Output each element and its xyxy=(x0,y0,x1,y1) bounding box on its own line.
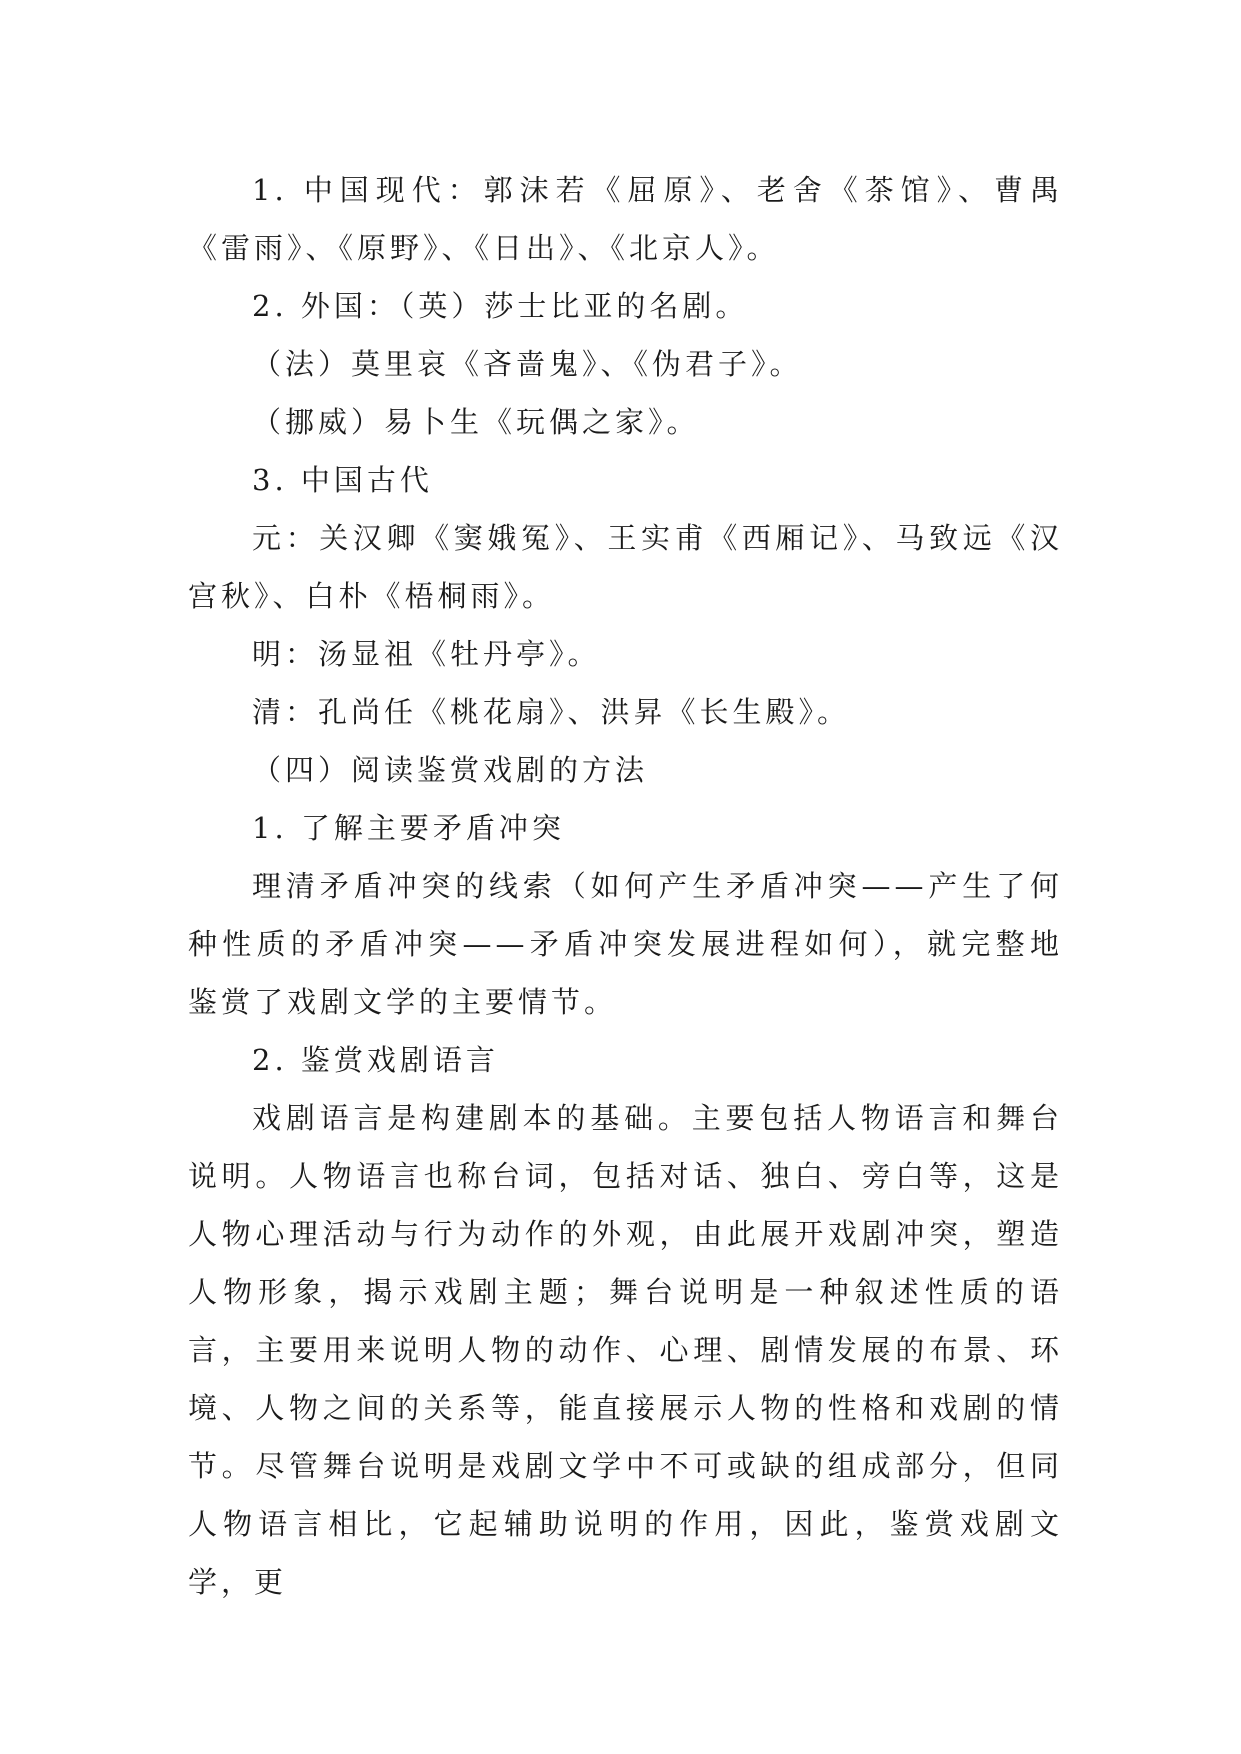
paragraph-qing-dynasty: 清：孔尚任《桃花扇》、洪昇《长生殿》。 xyxy=(252,695,851,729)
paragraph-french-plays: （法）莫里哀《吝啬鬼》、《伪君子》。 xyxy=(252,347,803,381)
paragraph-ming-dynasty: 明：汤显祖《牡丹亭》。 xyxy=(252,637,601,671)
subheading-language: 2. 鉴赏戏剧语言 xyxy=(252,1043,499,1077)
heading-ancient-chinese: 3. 中国古代 xyxy=(252,463,433,497)
document-body xyxy=(188,161,1063,1611)
subheading-conflict: 1. 了解主要矛盾冲突 xyxy=(252,811,565,845)
paragraph-modern-chinese-plays: 1. 中国现代：郭沫若《屈原》、老舍《茶馆》、曹禺《雷雨》、《原野》、《日出》、《北京人》。 xyxy=(188,173,1063,265)
paragraph-conflict: 理清矛盾冲突的线索（如何产生矛盾冲突——产生了何种性质的矛盾冲突——矛盾冲突发展进程如何），就完整地鉴赏了戏剧文学的主要情节。 xyxy=(188,869,1063,1019)
section-heading-methods: （四）阅读鉴赏戏剧的方法 xyxy=(252,753,649,787)
paragraph-foreign-plays: 2. 外国：（英）莎士比亚的名剧。 xyxy=(252,289,749,323)
paragraph-language: 戏剧语言是构建剧本的基础。主要包括人物语言和舞台说明。人物语言也称台词，包括对话、独白、旁白等，这是人物心理活动与行为动作的外观，由此展开戏剧冲突，塑造人物形象，揭示戏剧主题；舞台说明是一种叙述性质的语言，主要用来说明人物的动作、心理、剧情发展的布景、环境、人物之间的关系等，能直接展示人物的性格和戏剧的情节。尽管舞台说明是戏剧文学中不可或缺的组成部分，但同人物语言相比，它起辅助说明的作用，因此，鉴赏戏剧文学，更 xyxy=(188,1101,1063,1599)
paragraph-norwegian-plays: （挪威）易卜生《玩偶之家》。 xyxy=(252,405,700,439)
paragraph-yuan-dynasty: 元：关汉卿《窦娥冤》、王实甫《西厢记》、马致远《汉宫秋》、白朴《梧桐雨》。 xyxy=(188,521,1063,613)
